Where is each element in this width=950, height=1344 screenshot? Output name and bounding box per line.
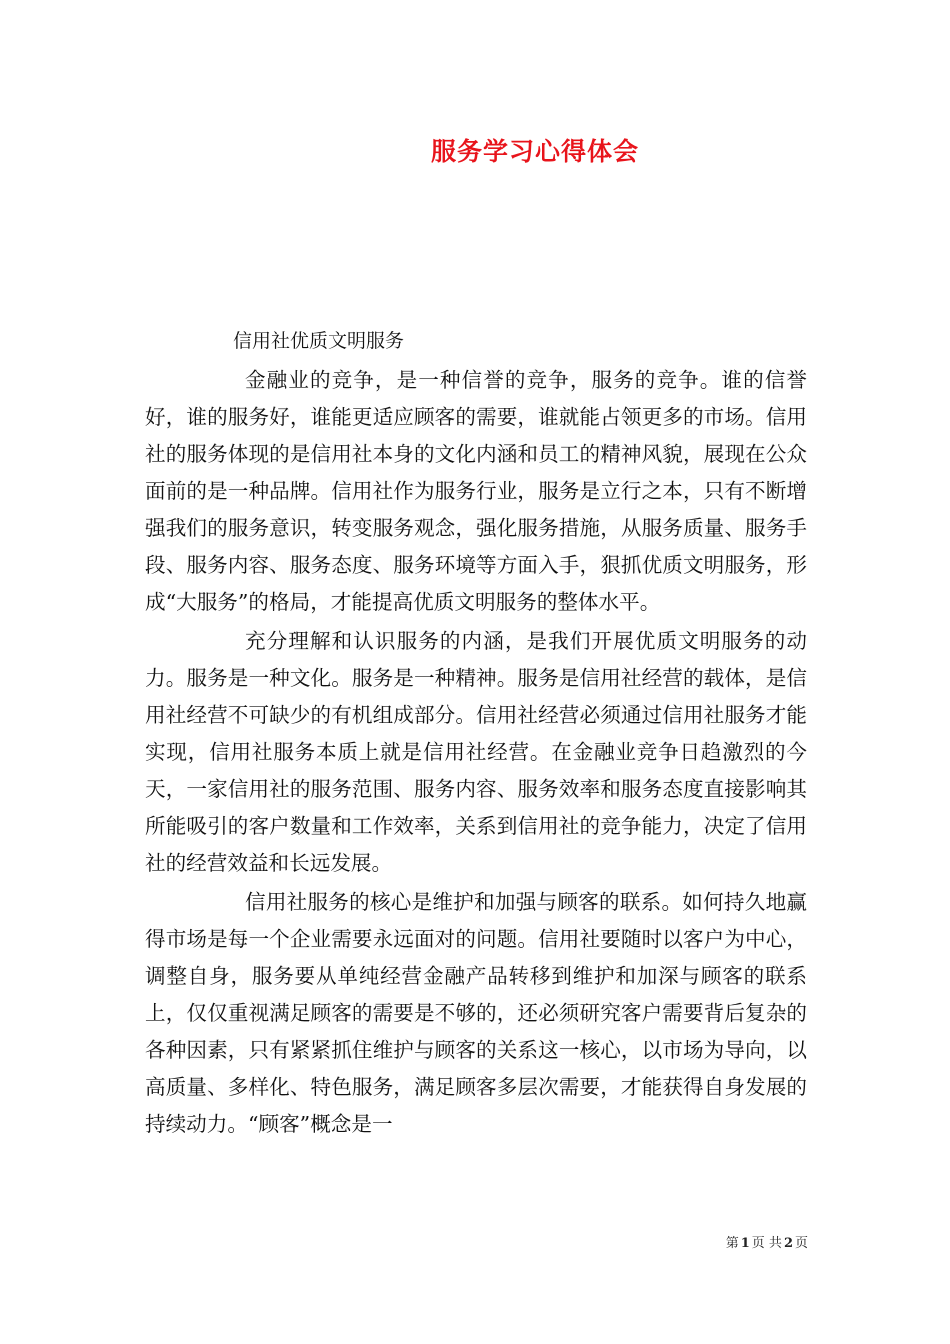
footer-current-page: 1 [740,1236,750,1251]
document-body [145,362,807,1145]
page-footer [0,1232,808,1251]
footer-prefix: 第 [725,1236,739,1251]
document-title: 服务学习心得体会 [430,137,639,166]
paragraph: 充分理解和认识服务的内涵，是我们开展优质文明服务的动力。服务是一种文化。服务是一种精神。服务是信用社经营的载体，是信用社经营不可缺少的有机组成部分。信用社经营必须通过信用社服务才能实现，信用社服务本质上就是信用社经营。在金融业竞争日趋激烈的今天，一家信用社的服务范围、服务内容、服务效率和服务态度直接影响其所能吸引的客户数量和工作效率，关系到信用社的竞争能力，决定了信用社的经营效益和长远发展。 [145,629,807,875]
footer-suffix: 页 [794,1236,808,1251]
document-subtitle: 信用社优质文明服务 [233,330,405,352]
footer-middle: 页 共 [751,1236,782,1251]
paragraph: 信用社服务的核心是维护和加强与顾客的联系。如何持久地赢得市场是每一个企业需要永远面对的问题。信用社要随时以客户为中心，调整自身，服务要从单纯经营金融产品转移到维护和加深与顾客的联系上，仅仅重视满足顾客的需要是不够的，还必须研究客户需要背后复杂的各种因素，只有紧紧抓住维护与顾客的关系这一核心，以市场为导向，以高质量、多样化、特色服务，满足顾客多层次需要，才能获得自身发展的持续动力。“顾客”概念是一 [145,890,807,1136]
footer-total-pages: 2 [783,1236,793,1251]
paragraph: 金融业的竞争，是一种信誉的竞争，服务的竞争。谁的信誉好，谁的服务好，谁能更适应顾客的需要，谁就能占领更多的市场。信用社的服务体现的是信用社本身的文化内涵和员工的精神风貌，展现在公众面前的是一种品牌。信用社作为服务行业，服务是立行之本，只有不断增强我们的服务意识，转变服务观念，强化服务措施，从服务质量、服务手段、服务内容、服务态度、服务环境等方面入手，狠抓优质文明服务，形成“大服务”的格局，才能提高优质文明服务的整体水平。 [145,368,807,614]
